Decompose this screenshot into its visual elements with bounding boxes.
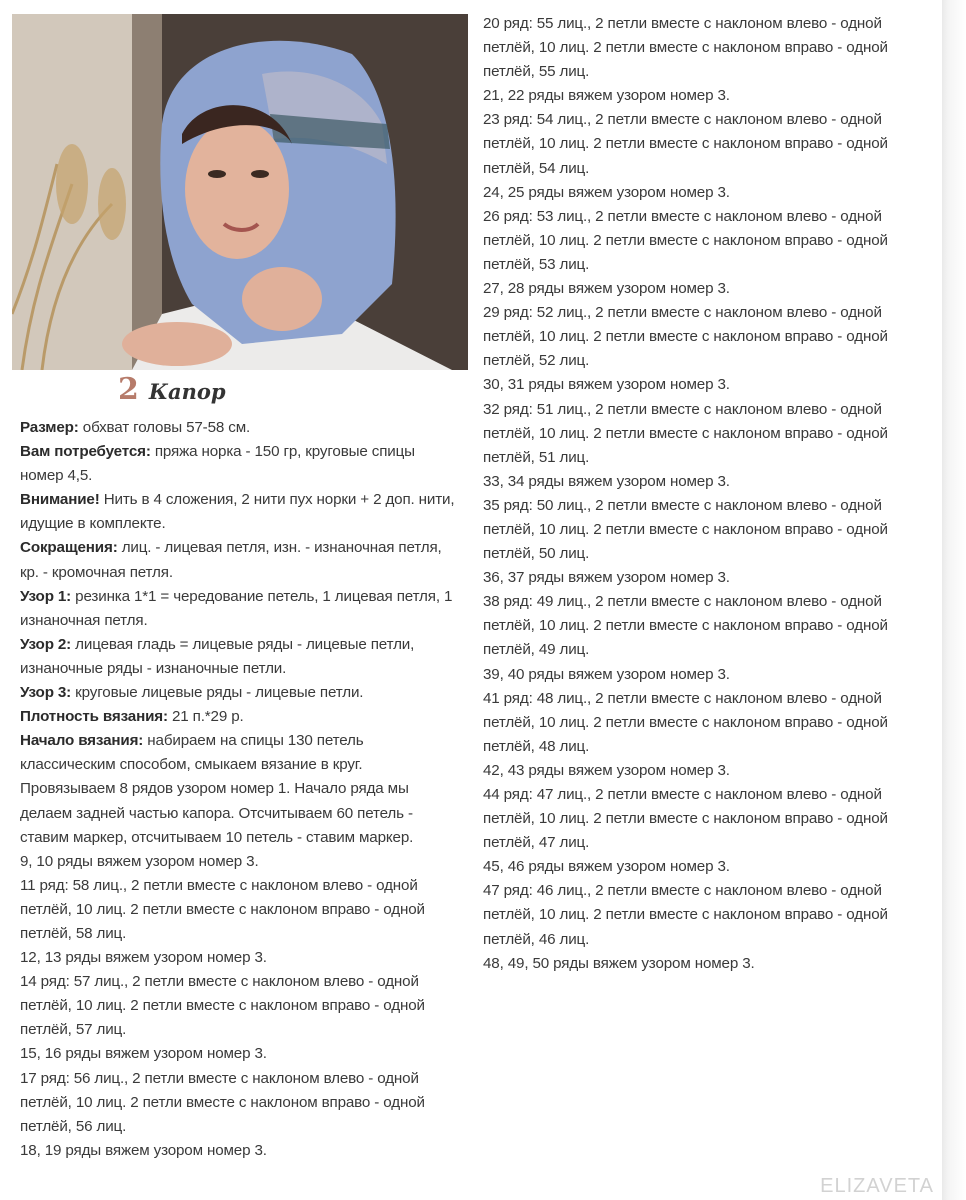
row-instruction: 35 ряд: 50 лиц., 2 петли вместе с наклоном влево - одной петлёй, 10 лиц. 2 петли вместе с наклоном вправо - одной петлёй, 50 лиц. [483,496,888,563]
paragraph-text: 17 ряд: 56 лиц., 2 петли вместе с наклоном влево - одной петлёй, 10 лиц. 2 петли вместе с наклоном вправо - одной петлёй, 56 лиц. [20,1069,425,1135]
paragraph-text: Нить в 4 сложения, 2 нити пух норки + 2 доп. нити, идущие в комплекте. [20,491,455,533]
heading-title: Капор [148,379,226,404]
paragraph-text: 12, 13 ряды вяжем узором номер 3. [20,949,267,967]
instruction-paragraph [20,970,460,1042]
row-instruction: 30, 31 ряды вяжем узором номер 3. [483,376,730,394]
row-instruction: 27, 28 ряды вяжем узором номер 3. [483,280,730,298]
instructions-right-column [483,12,935,976]
paragraph-text: лиц. - лицевая петля, изн. - изнаночная петля, кр. - кромочная петля. [20,539,442,581]
instruction-paragraph [20,536,460,584]
paragraph-text: обхват головы 57-58 см. [78,419,251,436]
row-instruction: 36, 37 ряды вяжем узором номер 3. [483,569,730,587]
row-instruction: 23 ряд: 54 лиц., 2 петли вместе с наклоном влево - одной петлёй, 10 лиц. 2 петли вместе с наклоном вправо - одной петлёй, 54 лиц. [483,111,888,177]
paragraph-text: 14 ряд: 57 лиц., 2 петли вместе с наклоном влево - одной петлёй, 10 лиц. 2 петли вместе с наклоном вправо - одной петлёй, 57 лиц. [20,973,425,1039]
paragraph-text: 18, 19 ряды вяжем узором номер 3. [20,1141,267,1159]
paragraph-text: 11 ряд: 58 лиц., 2 петли вместе с наклоном влево - одной петлёй, 10 лиц. 2 петли вместе с наклоном вправо - одной петлёй, 58 лиц. [20,876,425,942]
paragraph-text: набираем на спицы 130 петель классическим способом, смыкаем вязание в круг. Провязываем 8 рядов узором номер 1. Начало ряда мы делаем задней частью капора. Отсчитываем 60 петель - ставим маркер, отсчитываем 10 петель - ставим маркер. [20,732,414,846]
instruction-paragraph [20,585,460,633]
paragraph-label: Внимание! [20,491,100,509]
paragraph-label: Размер: [20,419,79,436]
paragraph-label: Начало вязания: [20,732,144,750]
row-instruction: 39, 40 ряды вяжем узором номер 3. [483,665,730,683]
paragraph-text: 21 п.*29 р. [167,708,244,726]
row-instruction: 32 ряд: 51 лиц., 2 петли вместе с наклоном влево - одной петлёй, 10 лиц. 2 петли вместе с наклоном вправо - одной петлёй, 51 лиц. [483,400,888,466]
paragraph-text: 15, 16 ряды вяжем узором номер 3. [20,1045,267,1063]
paragraph-text: пряжа норка - 150 гр, круговые спицы номер 4,5. [20,443,415,485]
paragraph-label: Узор 1: [20,587,72,605]
instruction-paragraph [20,440,460,488]
row-instruction: 45, 46 ряды вяжем узором номер 3. [483,858,730,876]
instruction-paragraph [20,705,460,729]
instruction-paragraph [20,1067,460,1139]
row-instruction: 38 ряд: 49 лиц., 2 петли вместе с наклоном влево - одной петлёй, 10 лиц. 2 петли вместе с наклоном вправо - одной петлёй, 49 лиц. [483,593,888,659]
instruction-paragraph [20,416,460,440]
row-instruction: 33, 34 ряды вяжем узором номер 3. [483,472,730,490]
paragraph-label: Плотность вязания: [20,708,168,726]
page-edge-shadow [942,0,966,1200]
heading-number: 2 [118,372,139,407]
instruction-paragraph [20,488,460,536]
row-instruction: 20 ряд: 55 лиц., 2 петли вместе с наклоном влево - одной петлёй, 10 лиц. 2 петли вместе с наклоном вправо - одной петлёй, 55 лиц. [483,15,888,81]
instructions-left-column [20,416,460,1163]
instruction-paragraph [20,1139,460,1163]
instruction-paragraph [20,681,460,705]
row-instruction: 44 ряд: 47 лиц., 2 петли вместе с наклоном влево - одной петлёй, 10 лиц. 2 петли вместе с наклоном вправо - одной петлёй, 47 лиц. [483,786,888,852]
instruction-paragraph [20,874,460,946]
paragraph-text: лицевая гладь = лицевые ряды - лицевые петли, изнаночные ряды - изнаночные петли. [20,635,415,677]
paragraph-text: 9, 10 ряды вяжем узором номер 3. [20,852,259,870]
row-instruction: 47 ряд: 46 лиц., 2 петли вместе с наклоном влево - одной петлёй, 10 лиц. 2 петли вместе с наклоном вправо - одной петлёй, 46 лиц. [483,882,888,948]
paragraph-text: круговые лицевые ряды - лицевые петли. [71,684,364,702]
section-heading [118,372,226,406]
paragraph-text: резинка 1*1 = чередование петель, 1 лицевая петля, 1 изнаночная петля. [20,587,453,629]
instruction-paragraph [20,633,460,681]
row-instruction: 24, 25 ряды вяжем узором номер 3. [483,183,730,201]
instruction-paragraph [20,729,460,849]
row-instruction: 29 ряд: 52 лиц., 2 петли вместе с наклоном влево - одной петлёй, 10 лиц. 2 петли вместе с наклоном вправо - одной петлёй, 52 лиц. [483,304,888,370]
paragraph-label: Вам потребуется: [20,443,151,461]
model-photo [12,14,468,370]
row-instruction: 41 ряд: 48 лиц., 2 петли вместе с наклоном влево - одной петлёй, 10 лиц. 2 петли вместе с наклоном вправо - одной петлёй, 48 лиц. [483,689,888,755]
paragraph-label: Узор 3: [20,684,72,702]
instruction-paragraph [20,850,460,874]
paragraph-label: Сокращения: [20,539,118,557]
row-instruction: 42, 43 ряды вяжем узором номер 3. [483,761,730,779]
row-instruction: 26 ряд: 53 лиц., 2 петли вместе с наклоном влево - одной петлёй, 10 лиц. 2 петли вместе с наклоном вправо - одной петлёй, 53 лиц. [483,207,888,273]
watermark: ELIZAVETA [820,1175,934,1197]
row-instruction: 21, 22 ряды вяжем узором номер 3. [483,87,730,105]
instruction-paragraph [20,946,460,970]
instruction-paragraph [20,1042,460,1066]
row-instruction: 48, 49, 50 ряды вяжем узором номер 3. [483,954,755,972]
paragraph-label: Узор 2: [20,635,72,653]
